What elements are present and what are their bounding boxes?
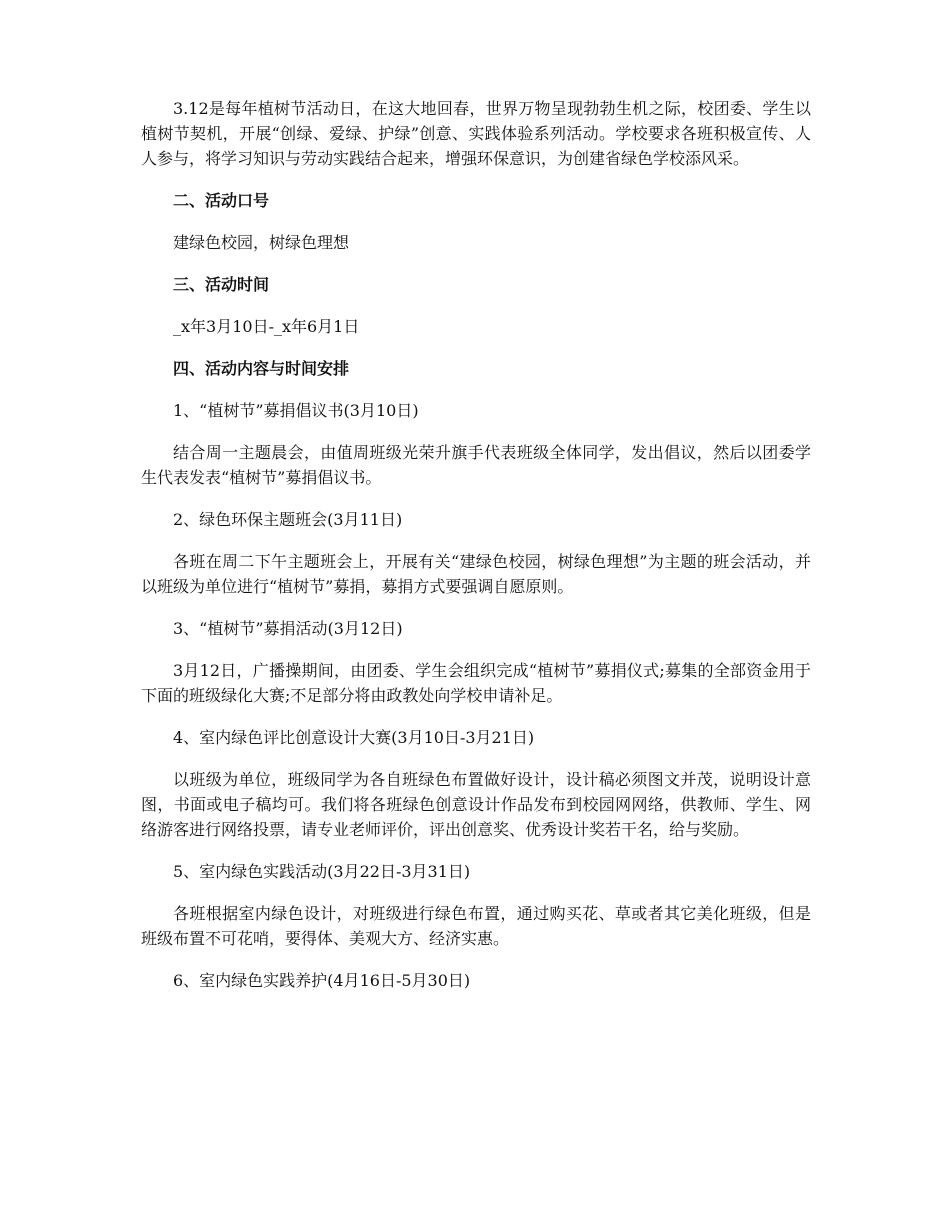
intro-paragraph: 3.12是每年植树节活动日，在这大地回春，世界万物呈现勃勃生机之际，校团委、学生以植树节契机，开展“创绿、爱绿、护绿”创意、实践体验系列活动。学校要求各班积极宣传、人人参与，将学习知识与劳动实践结合起来，增强环保意识，为创建省绿色学校添风采。 (141, 99, 811, 168)
time-range-text: _x年3月10日-_x年6月1日 (173, 317, 360, 336)
section-heading-slogan: 二、活动口号 (173, 191, 270, 210)
item-4-body: 以班级为单位，班级同学为各自班绿色布置做好设计，设计稿必须图文并茂，说明设计意图，书面或电子稿均可。我们将各班绿色创意设计作品发布到校园网网络，供教师、学生、网络游客进行网络投票，请专业老师评价，评出创意奖、优秀设计奖若干名，给与奖励。 (141, 770, 811, 839)
item-2-title: 2、绿色环保主题班会(3月11日) (173, 510, 403, 529)
item-5-body: 各班根据室内绿色设计，对班级进行绿色布置，通过购买花、草或者其它美化班级，但是班级布置不可花哨，要得体、美观大方、经济实惠。 (141, 904, 811, 948)
item-3-title: 3、“植树节”募捐活动(3月12日) (173, 619, 403, 638)
item-3-body: 3月12日，广播操期间，由团委、学生会组织完成“植树节”募捐仪式;募集的全部资金用于下面的班级绿化大赛;不足部分将由政教处向学校申请补足。 (141, 661, 811, 705)
document-page (141, 96, 811, 1010)
item-1-title: 1、“植树节”募捐倡议书(3月10日) (173, 401, 419, 420)
item-5-title: 5、室内绿色实践活动(3月22日-3月31日) (173, 862, 471, 881)
slogan-text: 建绿色校园，树绿色理想 (173, 233, 350, 252)
item-1-body: 结合周一主题晨会，由值周班级光荣升旗手代表班级全体同学，发出倡议，然后以团委学生代表发表“植树节”募捐倡议书。 (141, 443, 811, 487)
item-2-body: 各班在周二下午主题班会上，开展有关“建绿色校园，树绿色理想”为主题的班会活动，并以班级为单位进行“植树节”募捐，募捐方式要强调自愿原则。 (141, 552, 811, 596)
item-6-title: 6、室内绿色实践养护(4月16日-5月30日) (173, 971, 471, 990)
item-4-title: 4、室内绿色评比创意设计大赛(3月10日-3月21日) (173, 728, 535, 747)
section-heading-content: 四、活动内容与时间安排 (173, 359, 350, 378)
section-heading-time: 三、活动时间 (173, 275, 270, 294)
